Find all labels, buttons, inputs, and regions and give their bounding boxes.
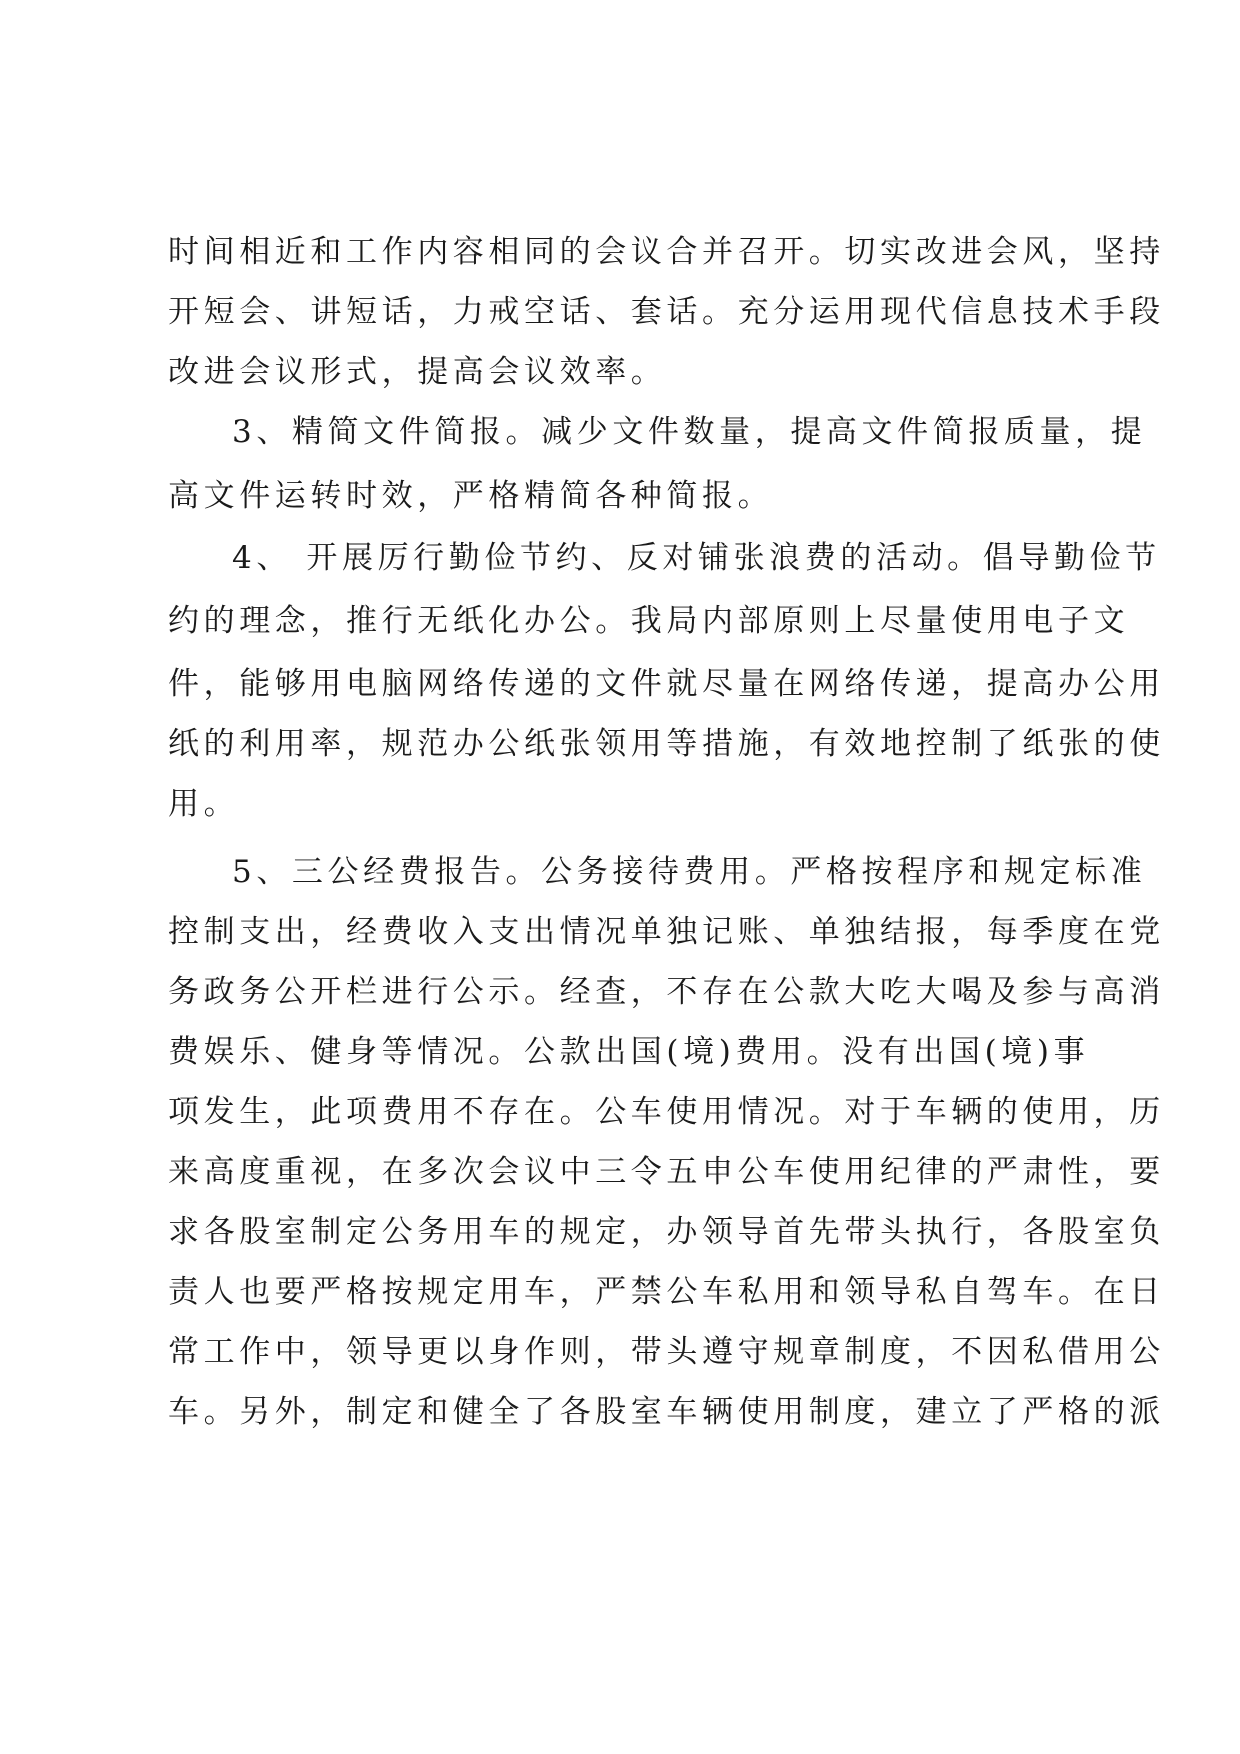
body-text-line: 改进会议形式，提高会议效率。 <box>168 354 667 390</box>
body-text-line: 责人也要严格按规定用车，严禁公车私用和领导私自驾车。在日 <box>168 1274 1165 1310</box>
body-text-line: 件，能够用电脑网络传递的文件就尽量在网络传递，提高办公用 <box>168 666 1165 702</box>
body-text-line: 控制支出，经费收入支出情况单独记账、单独结报，每季度在党 <box>168 914 1165 950</box>
body-text-line: 务政务公开栏进行公示。经查，不存在公款大吃大喝及参与高消 <box>168 974 1165 1010</box>
body-text-line: 用。 <box>168 786 240 822</box>
body-text-line: 项发生，此项费用不存在。公车使用情况。对于车辆的使用，历 <box>168 1094 1165 1130</box>
body-text-line: 4、 开展厉行勤俭节约、反对铺张浪费的活动。倡导勤俭节 <box>232 540 1161 576</box>
body-text-line: 来高度重视，在多次会议中三令五申公车使用纪律的严肃性，要 <box>168 1154 1165 1190</box>
body-text-line: 纸的利用率，规范办公纸张领用等措施，有效地控制了纸张的使 <box>168 726 1165 762</box>
body-text-line: 5、三公经费报告。公务接待费用。严格按程序和规定标准 <box>232 854 1147 890</box>
body-text-line: 费娱乐、健身等情况。公款出国(境)费用。没有出国(境)事 <box>168 1034 1090 1070</box>
body-text-line: 车。另外，制定和健全了各股室车辆使用制度，建立了严格的派 <box>168 1394 1165 1430</box>
body-text-line: 约的理念，推行无纸化办公。我局内部原则上尽量使用电子文 <box>168 603 1130 639</box>
body-text-line: 3、精简文件简报。减少文件数量，提高文件简报质量，提 <box>232 414 1147 450</box>
body-text-line: 高文件运转时效，严格精简各种简报。 <box>168 478 774 514</box>
body-text-line: 常工作中，领导更以身作则，带头遵守规章制度，不因私借用公 <box>168 1334 1165 1370</box>
body-text-line: 开短会、讲短话，力戒空话、套话。充分运用现代信息技术手段 <box>168 294 1165 330</box>
body-text-line: 时间相近和工作内容相同的会议合并召开。切实改进会风，坚持 <box>168 234 1165 270</box>
body-text-line: 求各股室制定公务用车的规定，办领导首先带头执行，各股室负 <box>168 1214 1165 1250</box>
